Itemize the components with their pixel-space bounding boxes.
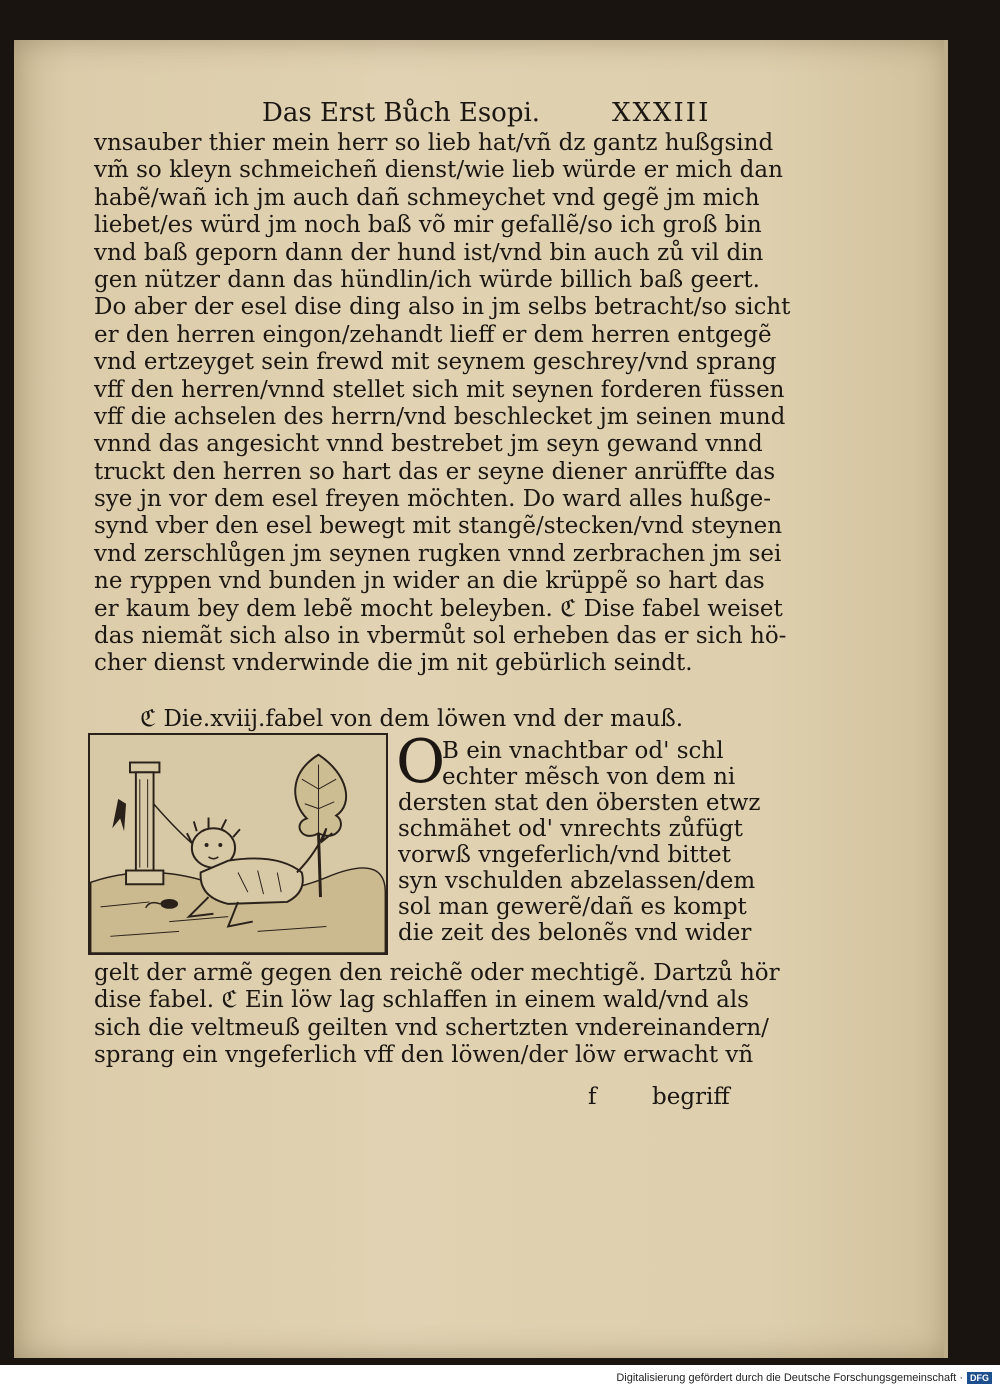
text-line: vorwß vngeferlich/vnd bittet [398, 842, 731, 868]
text-line: synd vber den esel bewegt mit stangẽ/stecken/vnd steynen [94, 513, 783, 540]
text-line: habẽ/wañ ich jm auch dañ schmeychet vnd gegẽ jm mich [94, 184, 760, 211]
text-line: liebet/es würd jm noch baß võ mir gefallẽ/so ich groß bin [94, 212, 762, 239]
text-line: B ein vnachtbar od' schl [442, 738, 724, 764]
folio-number: XXXIII [612, 98, 711, 128]
text-line: syn vschulden abzelassen/dem [398, 868, 756, 894]
text-line: sol man gewerẽ/dañ es kompt [398, 894, 747, 920]
tail-text-block [94, 960, 780, 1070]
running-title: Das Erst Bůch Esopi. [262, 98, 541, 128]
text-line: vnd baß geporn dann der hund ist/vnd bin auch zů vil din [94, 239, 764, 266]
text-line: sye jn vor dem esel freyen möchten. Do ward alles hußge- [94, 486, 772, 513]
text-line: gelt der armẽ gegen den reichẽ oder mechtigẽ. Dartzů hör [94, 960, 780, 986]
text-line: echter mẽsch von dem ni [442, 764, 736, 790]
text-line: er den herren eingon/zehandt lieff er dem herren entgegẽ [94, 321, 772, 348]
text-line: vm̃ so kleyn schmeicheñ dienst/wie lieb würde er mich dan [94, 157, 783, 184]
chapter-heading: ℭ Die.xviij.fabel von dem löwen vnd der mauß. [140, 706, 684, 732]
text-line: ne ryppen vnd bunden jn wider an die krüppẽ so hart das [94, 568, 765, 595]
main-text-block [94, 130, 790, 678]
text-line: vnd ertzeyget sein frewd mit seynem geschrey/vnd sprang [94, 349, 777, 376]
text-line: er kaum bey dem lebẽ mocht beleyben. ℭ Dise fabel weiset [94, 595, 783, 622]
text-line: das niemãt sich also in vbermůt sol erheben das er sich hö- [94, 623, 787, 650]
dfg-logo: DFG [967, 1372, 992, 1384]
text-line: gen nützer dann das hündlin/ich würde billich baß geert. [94, 266, 760, 293]
woodcut-illustration [88, 733, 388, 955]
page-edge [944, 40, 948, 1358]
text-line: sich die veltmeuß geilten vnd schertzten vndereinandern/ [94, 1014, 769, 1041]
text-line: vff die achselen des herrn/vnd beschlecket jm seinen mund [94, 403, 786, 430]
footer-bar [0, 1365, 1000, 1391]
funding-credit: Digitalisierung gefördert durch die Deutsche Forschungsgemeinschaft · [616, 1372, 963, 1384]
text-line: cher dienst vnderwinde die jm nit gebürlich seindt. [94, 650, 693, 677]
text-line: die zeit des belonẽs vnd wider [398, 920, 752, 946]
text-line: Do aber der esel dise ding also in jm selbs betracht/so sicht [94, 294, 791, 321]
text-line: vnd zerschlůgen jm seynen rugken vnnd zerbrachen jm sei [94, 540, 782, 567]
text-line: vnsauber thier mein herr so lieb hat/vñ dz gantz hußgsind [94, 130, 774, 156]
text-line: truckt den herren so hart das er seyne diener anrüffte das [94, 458, 776, 485]
text-line: dersten stat den öbersten etwz [398, 790, 761, 816]
text-line: vff den herren/vnnd stellet sich mit seynen forderen füssen [94, 376, 785, 403]
text-line: dise fabel. ℭ Ein löw lag schlaffen in einem wald/vnd als [94, 987, 749, 1014]
signature-mark: f [588, 1084, 597, 1110]
catchword: begriff [652, 1084, 730, 1110]
initial-capital: O [396, 727, 446, 797]
text-line: vnnd das angesicht vnnd bestrebet jm seyn gewand vnnd [94, 431, 763, 458]
text-line: sprang ein vngeferlich vff den löwen/der löw erwacht vñ [94, 1042, 754, 1069]
lion-woodcut-image [90, 735, 386, 953]
text-line: schmähet od' vnrechts zůfügt [398, 816, 743, 842]
side-text-block [398, 738, 761, 946]
